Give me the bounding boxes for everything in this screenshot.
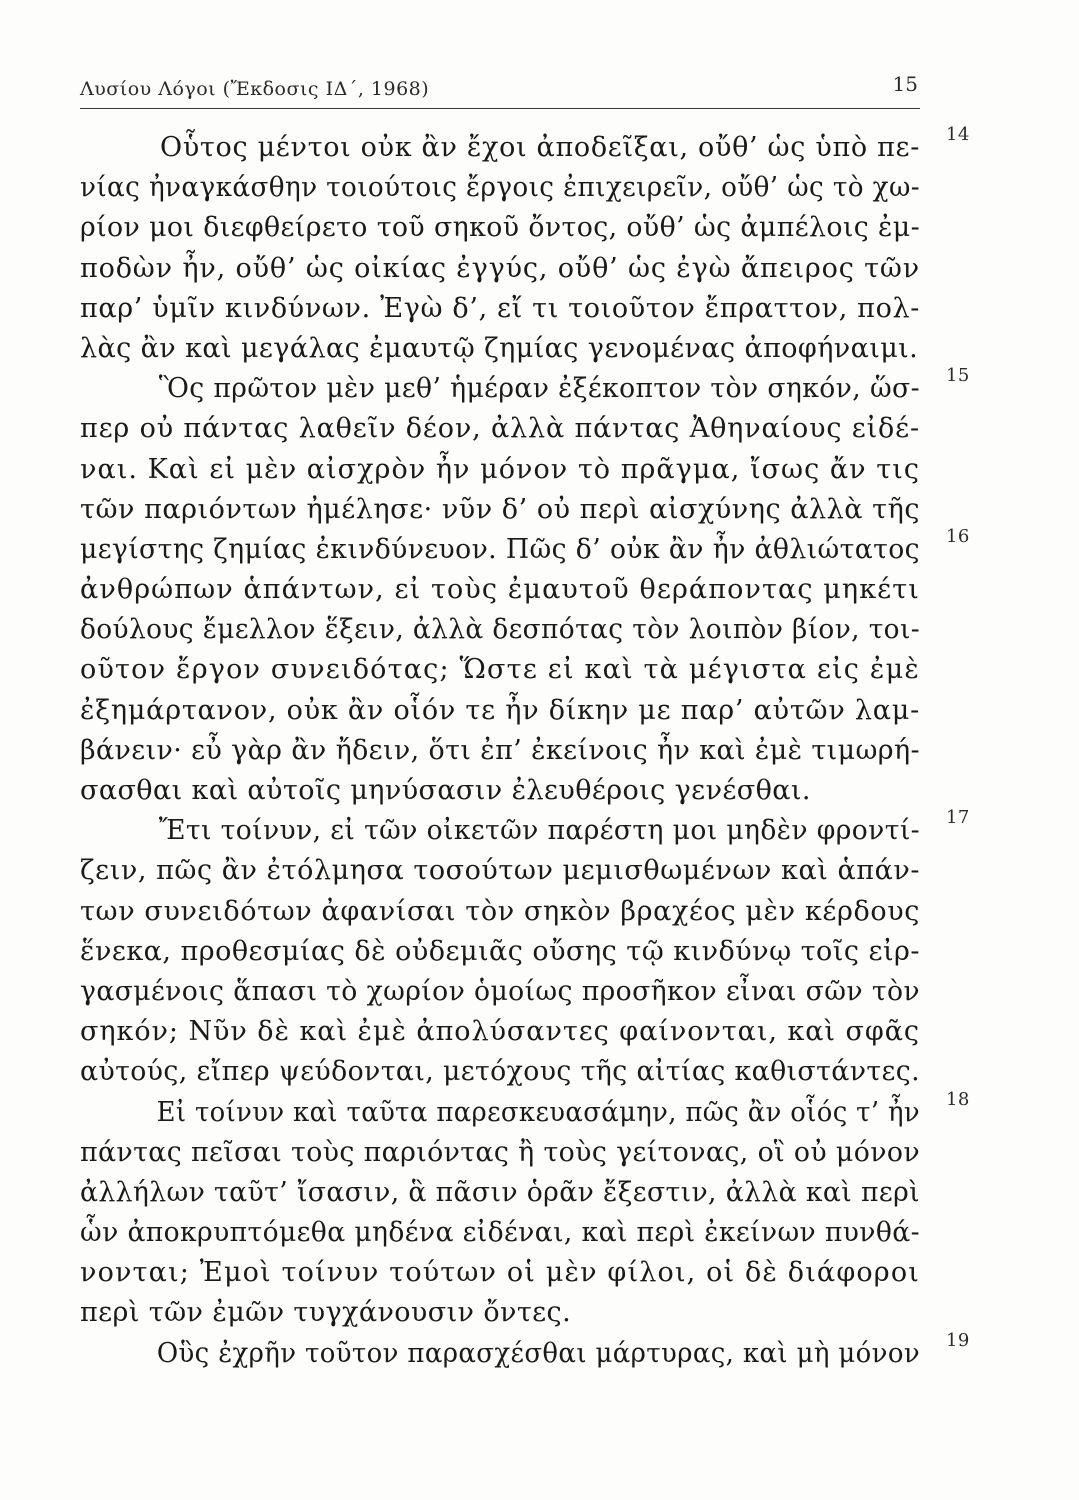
section-number: 16 [946,525,970,547]
text-line [80,610,935,650]
text-line-content: ζειν, πῶς ἂν ἐτόλμησα τοσούτων μεμισθωμένων καὶ ἁπάν- [80,855,920,887]
text-line [80,650,935,690]
page-number: 15 [892,72,918,96]
text-line-content: ναι. Καὶ εἰ μὲν αἰσχρὸν ἦν μόνον τὸ πρᾶγμα, ἴσως ἄν τις [80,453,920,485]
text-line [80,1213,935,1253]
text-line [80,1293,935,1333]
text-line [80,124,970,168]
text-line-content: Ἔτι τοίνυν, εἰ τῶν οἰκετῶν παρέστη μοι μηδὲν φροντί- [158,815,921,847]
text-line-content: ὧν ἀποκρυπτόμεθα μηδένα εἰδέναι, καὶ περὶ ἐκείνων πυνθά- [80,1217,920,1249]
text-line [80,450,935,490]
text-line-content: βάνειν· εὖ γὰρ ἂν ἤδειν, ὅτι ἐπ’ ἐκείνοις ἦν καὶ ἐμὲ τιμωρή- [80,734,920,766]
section-number: 19 [946,1329,970,1351]
text-line-content: σασθαι καὶ αὐτοῖς μηνύσασιν ἐλευθέροις γενέσθαι. [80,775,811,806]
text-line [80,525,970,570]
text-line-content: περ οὐ πάντας λαθεῖν δέον, ἀλλὰ πάντας Ἀθηναίους εἰδέ- [80,413,920,445]
text-line-content: σηκόν; Νῦν δὲ καὶ ἐμὲ ἀπολύσαντες φαίνονται, καὶ σφᾶς [80,1016,920,1048]
text-line [80,1012,935,1052]
text-line-content: μεγίστης ζημίας ἐκινδύνευον. Πῶς δ’ οὐκ ἂν ἦν ἀθλιώτατος [80,533,920,565]
section-number: 14 [946,124,970,145]
text-line [80,249,935,289]
running-head: Λυσίου Λόγοι (Ἔκδοσις ΙΔ΄, 1968) [80,78,430,100]
text-line [80,1133,935,1173]
text-line [80,1253,935,1293]
text-line [80,329,935,369]
body-text [80,124,970,1374]
text-line [80,1088,970,1133]
text-line-content: περὶ τῶν ἐμῶν τυγχάνουσιν ὄντες. [80,1297,572,1329]
text-line-content: τῶν παριόντων ἠμέλησε· νῦν δ’ οὐ περὶ αἰσχύνης ἀλλὰ τῆς [80,493,920,525]
text-line [80,972,935,1012]
text-line-content: Ὃς πρῶτον μὲν μεθ’ ἡμέραν ἐξέκοπτον τὸν σηκόν, ὥσ- [158,373,920,405]
text-line-content: νίας ἠναγκάσθην τοιούτοις ἔργοις ἐπιχειρεῖν, οὔθ’ ὡς τὸ χω- [80,172,921,204]
text-line-content: παρ’ ὑμῖν κινδύνων. Ἐγὼ δ’, εἴ τι τοιοῦτον ἔπραττον, πολ- [80,292,921,324]
header-rule [80,108,920,109]
text-line-content: ἕνεκα, προθεσμίας δὲ οὐδεμιᾶς οὔσης τῷ κινδύνῳ τοῖς εἰρ- [80,935,920,967]
text-line [80,892,935,932]
text-line [80,1329,970,1374]
text-line-content: λὰς ἂν καὶ μεγάλας ἐμαυτῷ ζημίας γενομένας ἀποφήναιμι. [80,332,919,364]
section-number: 15 [946,365,970,387]
text-line-content: ἐξημάρτανον, οὐκ ἂν οἷόν τε ἦν δίκην με παρ’ αὐτῶν λαμ- [80,694,920,726]
text-line [80,289,935,329]
text-line-content: Οὗτος μέντοι οὐκ ἂν ἔχοι ἀποδεῖξαι, οὔθ’ ὡς ὑπὸ πε- [160,132,921,163]
text-line-content: των συνειδότων ἀφανίσαι τὸν σηκὸν βραχέος μὲν κέρδους [80,895,921,927]
text-line [80,691,935,731]
text-line-content: γασμένοις ἅπασι τὸ χωρίον ὁμοίως προσῆκον εἶναι σῶν τὸν [80,975,920,1007]
page-header [80,72,920,106]
text-line [80,1173,935,1213]
text-line-content: νονται; Ἐμοὶ τοίνυν τούτων οἱ μὲν φίλοι, οἱ δὲ διάφοροι [80,1257,920,1289]
text-line-content: δούλους ἔμελλον ἕξειν, ἀλλὰ δεσπότας τὸν λοιπὸν βίον, τοι- [80,614,921,646]
text-line [80,570,935,610]
text-line [80,771,935,811]
text-line-content: αὐτούς, εἴπερ ψεύδονται, μετόχους τῆς αἰτίας καθιστάντες. [80,1056,921,1088]
text-line-content: οῦτον ἔργον συνειδότας; Ὥστε εἰ καὶ τὰ μέγιστα εἰς ἐμὲ [80,654,920,686]
section-number: 18 [946,1088,970,1110]
text-line-content: ἀλλήλων ταῦτ’ ἴσασιν, ἃ πᾶσιν ὁρᾶν ἔξεστιν, ἀλλὰ καὶ περὶ [80,1176,920,1208]
text-line [80,490,935,530]
text-line-content: ρίον μοι διεφθείρετο τοῦ σηκοῦ ὄντος, οὔθ’ ὡς ἀμπέλοις ἐμ- [80,212,921,244]
section-number: 17 [946,807,970,829]
text-line [80,1052,935,1092]
text-line [80,851,935,891]
text-line-content: πάντας πεῖσαι τοὺς παριόντας ἢ τοὺς γείτονας, οἳ οὐ μόνον [80,1136,921,1168]
text-line [80,932,935,972]
text-line [80,365,970,409]
text-line-content: ἀνθρώπων ἁπάντων, εἰ τοὺς ἐμαυτοῦ θεράποντας μηκέτι [80,574,920,606]
text-line [80,409,935,449]
text-line [80,208,935,248]
text-line-content: ποδὼν ἦν, οὔθ’ ὡς οἰκίας ἐγγύς, οὔθ’ ὡς ἐγὼ ἄπειρος τῶν [80,252,921,284]
text-line-content: Οὓς ἐχρῆν τοῦτον παρασχέσθαι μάρτυρας, καὶ μὴ μόνον [156,1337,920,1369]
text-line [80,807,970,851]
text-line-content: Εἰ τοίνυν καὶ ταῦτα παρεσκευασάμην, πῶς ἂν οἷός τ’ ἦν [156,1096,921,1128]
text-line [80,168,935,208]
text-line [80,731,935,771]
